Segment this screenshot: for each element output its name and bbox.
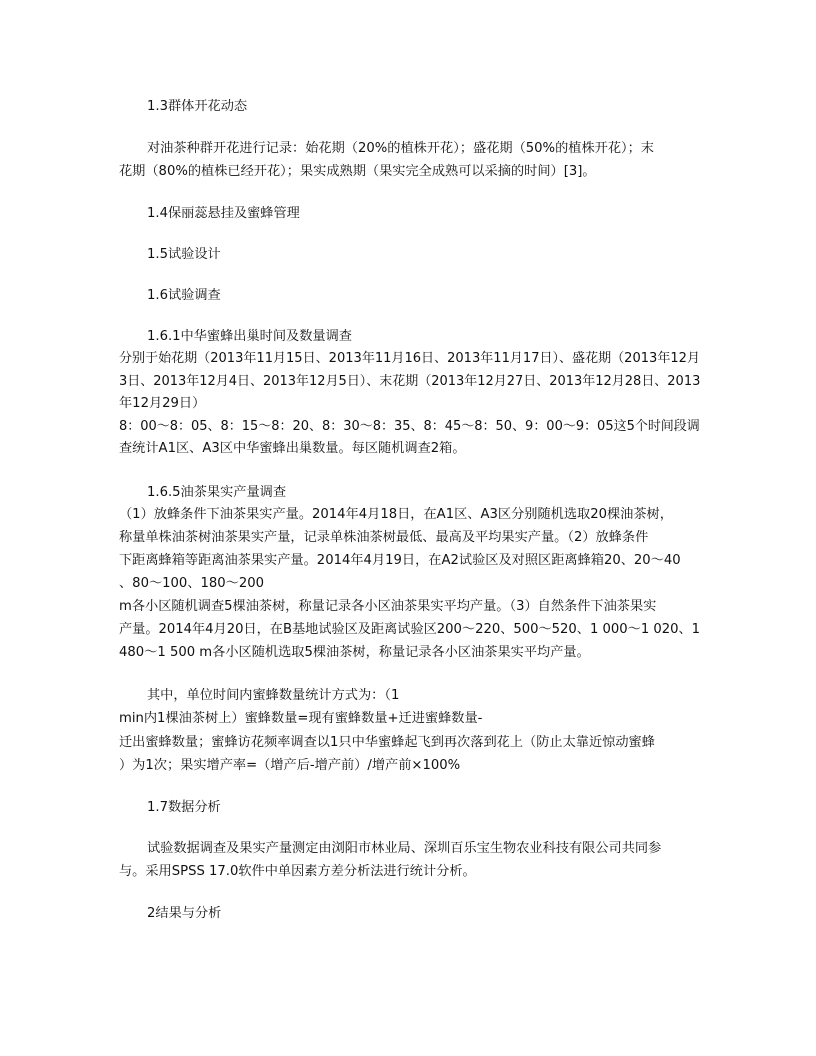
paragraph-line: 试验数据调查及果实产量测定由浏阳市林业局、深圳百乐宝生物农业科技有限公司共同参 [147, 841, 662, 856]
paragraph-line: 年12月29日） [119, 396, 206, 411]
paragraph-line: m各小区随机调查5棵油茶树，称量记录各小区油茶果实平均产量。（3）自然条件下油茶果实 [119, 599, 657, 614]
paragraph-line: 花期（80%的植株已经开花）；果实成熟期（果实完全成熟可以采摘的时间）[3]。 [119, 164, 596, 179]
paragraph-line: 迁出蜜蜂数量；蜜蜂访花频率调查以1只中华蜜蜂起飞到再次落到花上（防止太靠近惊动蜜蜂 [119, 735, 655, 750]
paragraph-line: （1）放蜂条件下油茶果实产量。2014年4月18日，在A1区、A3区分别随机选取20棵油茶树， [119, 507, 673, 522]
paragraph-line: min内1棵油茶树上）蜜蜂数量=现有蜜蜂数量+迁进蜜蜂数量- [119, 711, 483, 726]
section-heading-2: 2结果与分析 [147, 906, 222, 921]
paragraph-line: 分别于始花期（2013年11月15日、2013年11月16日、2013年11月17日）、盛花期（2013年12月 [119, 351, 700, 366]
paragraph-line: 3日、2013年12月4日、2013年12月5日）、末花期（2013年12月27日、2013年12月28日、2013 [119, 374, 701, 389]
paragraph-line: 对油茶种群开花进行记录：始花期（20%的植株开花）；盛花期（50%的植株开花）；末 [147, 141, 654, 156]
section-heading-1-5: 1.5试验设计 [147, 247, 221, 262]
paragraph-line: 、80～100、180～200 [119, 576, 265, 591]
section-heading-1-7: 1.7数据分析 [147, 800, 221, 815]
paragraph-line: 8：00～8：05、8：15～8：20、8：30～8：35、8：45～8：50、9：00～9：05这5个时间段调 [119, 419, 700, 434]
paragraph-line: 称量单株油茶树油茶果实产量，记录单株油茶树最低、最高及平均果实产量。（2）放蜂条件 [119, 530, 649, 545]
paragraph-line: 查统计A1区、A3区中华蜜蜂出巢数量。每区随机调查2箱。 [119, 441, 466, 456]
paragraph-line: ）为1次；果实增产率=（增产后-增产前）/增产前×100% [119, 758, 461, 773]
section-heading-1-3: 1.3群体开花动态 [147, 99, 248, 114]
section-heading-1-6-5: 1.6.5油茶果实产量调查 [147, 485, 287, 500]
paragraph-line: 与。采用SPSS 17.0软件中单因素方差分析法进行统计分析。 [119, 864, 476, 879]
section-heading-1-4: 1.4保丽蕊悬挂及蜜蜂管理 [147, 206, 300, 221]
paragraph-line: 下距离蜂箱等距离油茶果实产量。2014年4月19日，在A2试验区及对照区距离蜂箱20、20～40 [119, 553, 681, 568]
section-heading-1-6: 1.6试验调查 [147, 288, 221, 303]
paragraph-line: 480～1 500 m各小区随机选取5棵油茶树，称量记录各小区油茶果实平均产量。 [119, 645, 590, 660]
paragraph-line: 产量。2014年4月20日，在B基地试验区及距离试验区200～220、500～520、1 000～1 020、1 [119, 622, 701, 637]
section-heading-1-6-1: 1.6.1中华蜜蜂出巢时间及数量调查 [147, 329, 352, 344]
paragraph-line: 其中，单位时间内蜜蜂数量统计方式为：（1 [147, 688, 400, 703]
